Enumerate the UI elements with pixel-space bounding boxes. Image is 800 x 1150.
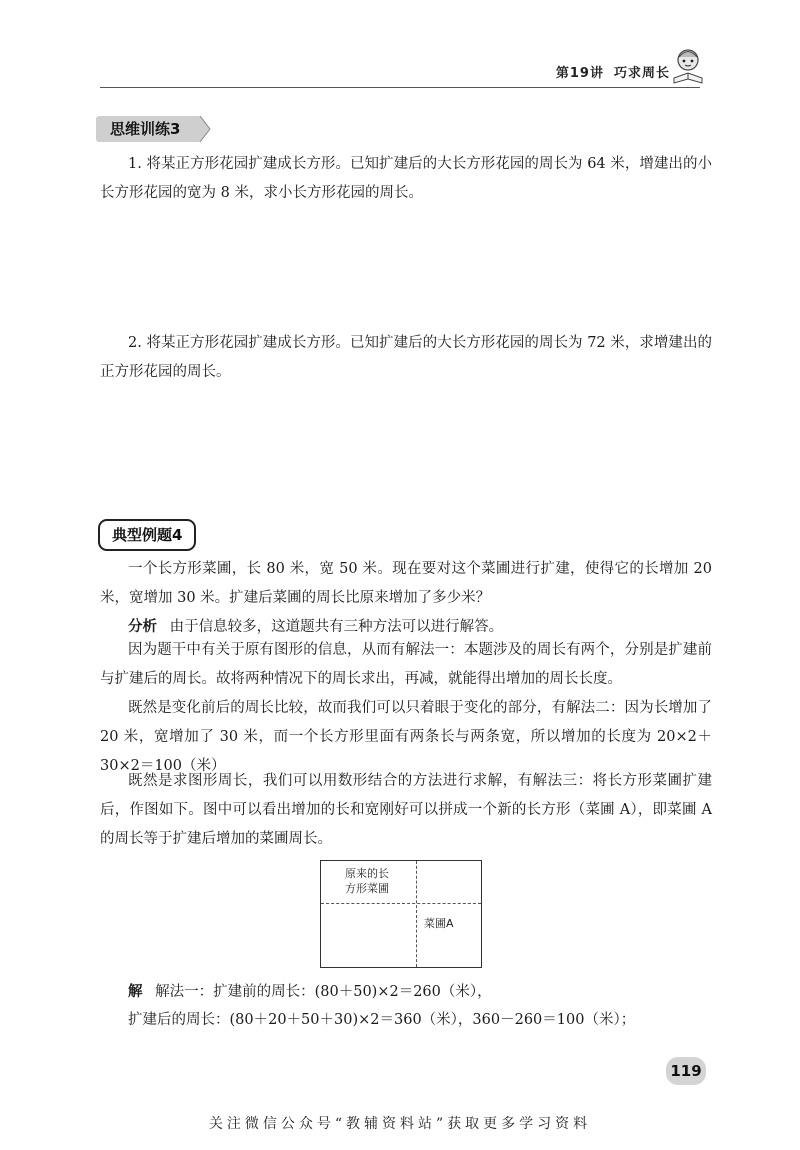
section-tag-training	[96, 116, 194, 146]
question-2: 2. 将某正方形花园扩建成长方形。已知扩建后的大长方形花园的周长为 72 米，求增建出的正方形花园的周长。	[100, 335, 712, 380]
page-number: 119	[666, 1057, 706, 1085]
diagram-vertical-divider	[416, 861, 417, 967]
section-tag-label: 思维训练3	[96, 116, 194, 142]
analysis-text: 由于信息较多，这道题共有三种方法可以进行解答。	[169, 619, 504, 635]
mascot-reading-icon	[671, 48, 705, 84]
lecture-number: 第19讲	[555, 66, 604, 81]
question-1: 1. 将某正方形花园扩建成长方形。已知扩建后的大长方形花园的周长为 64 米，增建出的小长方形花园的宽为 8 米，求小长方形花园的周长。	[100, 156, 712, 201]
diagram-label-garden-a: 菜圃A	[424, 917, 454, 930]
solution-line-2: 扩建后的周长：(80＋20＋50＋30)×2＝360（米），360－260＝100（米）；	[128, 1012, 636, 1028]
lecture-topic: 巧求周长	[613, 66, 670, 81]
running-header	[556, 62, 670, 81]
garden-diagram	[320, 860, 482, 968]
diagram-horizontal-divider	[321, 903, 481, 904]
method-1-paragraph: 因为题干中有关于原有图形的信息，从而有解法一：本题涉及的周长有两个，分别是扩建前与扩建后的周长。故将两种情况下的周长求出，再减，就能得出增加的周长长度。	[100, 642, 712, 687]
tag-arrow-icon	[192, 116, 212, 142]
solution-label: 解	[128, 984, 143, 1000]
diagram-label-original: 原来的长 方形菜圃	[345, 867, 389, 895]
solution-text-1: 解法一：扩建前的周长：(80＋50)×2＝260（米），	[155, 984, 492, 1000]
footer-notice: 关注微信公众号“教辅资料站”获取更多学习资料	[208, 1116, 592, 1132]
solution-line-1	[100, 978, 712, 1007]
method-3-paragraph: 既然是求图形周长，我们可以用数形结合的方法进行求解，有解法三：将长方形菜圃扩建后，作图如下。图中可以看出增加的长和宽刚好可以拼成一个新的长方形（菜圃 A），即菜圃 A 的周长等于扩建后增加的菜圃周长。	[100, 773, 712, 847]
header-rule	[100, 87, 700, 88]
example-problem: 一个长方形菜圃，长 80 米，宽 50 米。现在要对这个菜圃进行扩建，使得它的长增加 20 米，宽增加 30 米。扩建后菜圃的周长比原来增加了多少米？	[100, 561, 712, 606]
analysis-label: 分析	[128, 619, 157, 635]
method-2-paragraph: 既然是变化前后的周长比较，故而我们可以只着眼于变化的部分，有解法二：因为长增加了 20 米，宽增加了 30 米，而一个长方形里面有两条长与两条宽，所以增加的长度为 20×2＋30×2＝100（米）	[100, 700, 712, 774]
section-tag-example: 典型例题4	[98, 519, 196, 551]
